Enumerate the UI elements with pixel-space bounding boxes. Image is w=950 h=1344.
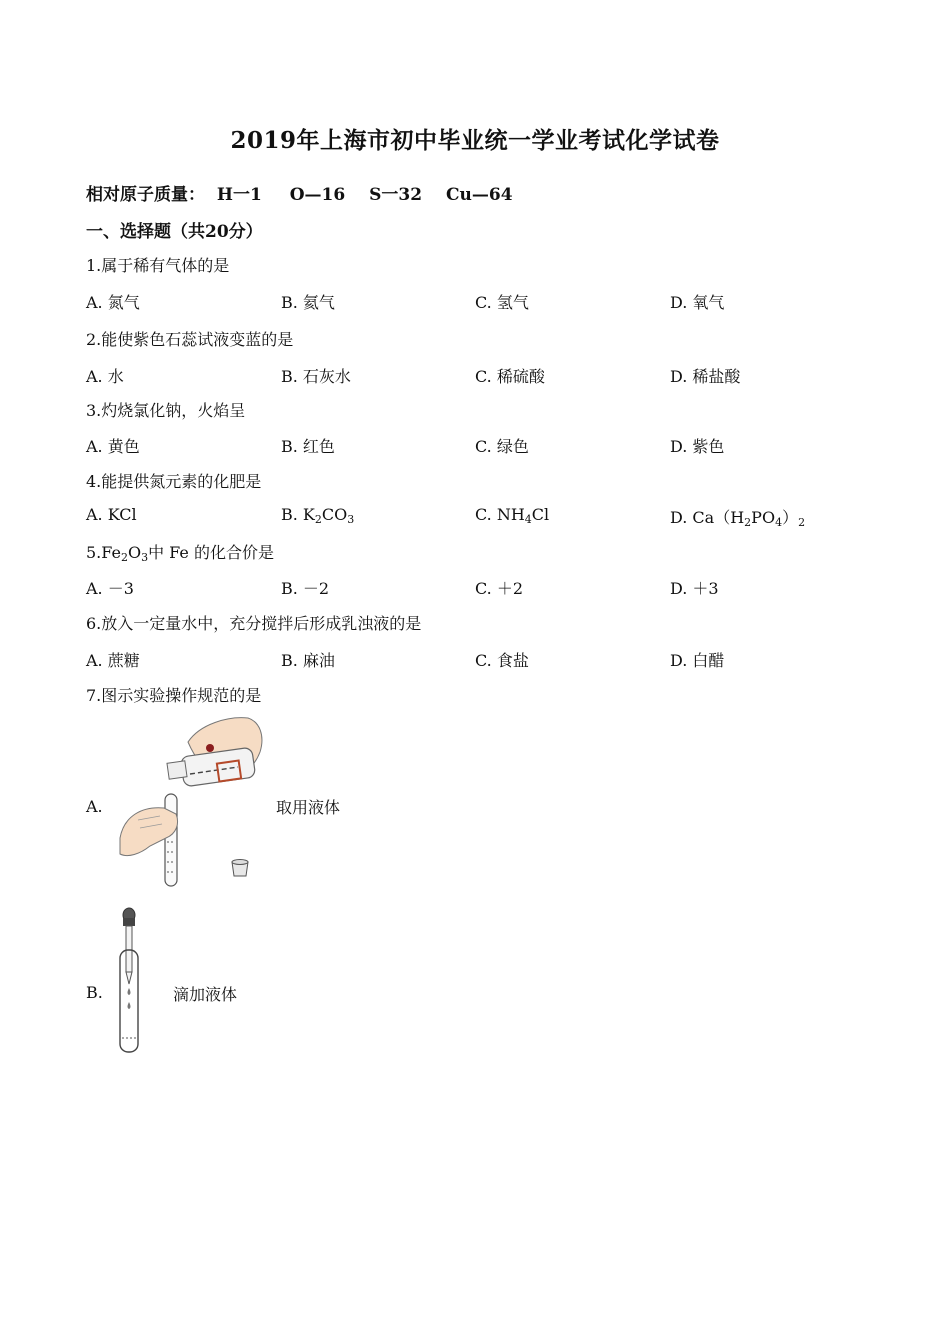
q1-option-d: D. 氧气: [670, 293, 725, 312]
q4d-pre: D. Ca（H: [670, 508, 745, 527]
q5-option-c: C. ＋2: [475, 579, 524, 598]
q5-post: 中 Fe 的化合价是: [148, 543, 274, 562]
question-1-stem: 1.属于稀有气体的是: [86, 256, 230, 275]
q5-option-d: D. ＋3: [670, 579, 719, 598]
q4-option-a: A. KCl: [86, 505, 137, 524]
q4c-post: Cl: [531, 505, 550, 524]
q2-option-a: A. 水: [86, 367, 124, 386]
dropping-liquid-illustration: [110, 904, 150, 1056]
q4d-post: ）: [782, 508, 799, 527]
q5-option-a: A. －3: [86, 579, 134, 598]
q7-figure-a-caption: 取用液体: [276, 798, 341, 817]
q4c-sub1: 4: [524, 513, 532, 526]
question-7-stem: 7.图示实验操作规范的是: [86, 686, 262, 705]
q3-option-b: B. 红色: [281, 437, 335, 456]
q1-option-a: A. 氮气: [86, 293, 140, 312]
question-6-stem: 6.放入一定量水中，充分搅拌后形成乳浊液的是: [86, 614, 422, 633]
q5-sub1: 2: [120, 551, 128, 564]
q3-option-d: D. 紫色: [670, 437, 725, 456]
atomic-mass-o: O—16: [289, 185, 346, 205]
question-5-stem: [86, 540, 274, 564]
q2-option-d: D. 稀盐酸: [670, 367, 741, 386]
page-title: 2019年上海市初中毕业统一学业考试化学试卷: [230, 127, 720, 154]
q3-option-a: A. 黄色: [86, 437, 140, 456]
q4b-sub1: 2: [314, 513, 322, 526]
q4b-sub2: 3: [347, 513, 355, 526]
pouring-liquid-illustration: [110, 712, 270, 892]
q6-option-d: D. 白醋: [670, 651, 725, 670]
q1-option-c: C. 氢气: [475, 293, 529, 312]
atomic-mass-line: [86, 180, 513, 205]
atomic-mass-h: H一1: [216, 185, 262, 205]
q4-option-c: [475, 505, 549, 526]
q6-option-c: C. 食盐: [475, 651, 529, 670]
q7-figure-b-letter: B.: [86, 983, 103, 1002]
q2-option-c: C. 稀硫酸: [475, 367, 545, 386]
q5-option-b: B. －2: [281, 579, 330, 598]
q3-option-c: C. 绿色: [475, 437, 529, 456]
q6-option-b: B. 麻油: [281, 651, 335, 670]
q4d-mid: PO: [751, 508, 776, 527]
q4-option-b: [281, 505, 354, 526]
atomic-mass-label: 相对原子质量：: [86, 185, 205, 205]
q5-mid: O: [127, 543, 142, 562]
atomic-mass-s: S一32: [369, 185, 423, 205]
q4d-sub1: 2: [744, 516, 752, 529]
q1-option-b: B. 氦气: [281, 293, 335, 312]
q4c-pre: C. NH: [475, 505, 525, 524]
q4-option-d: [670, 505, 805, 529]
q4b-mid: CO: [321, 505, 348, 524]
q7-figure-b-caption: 滴加液体: [173, 985, 238, 1004]
question-2-stem: 2.能使紫色石蕊试液变蓝的是: [86, 330, 294, 349]
q6-option-a: A. 蔗糖: [86, 651, 140, 670]
q7-figure-a-letter: A.: [86, 797, 103, 816]
question-4-stem: 4.能提供氮元素的化肥是: [86, 472, 262, 491]
q5-pre: 5.Fe: [86, 543, 121, 562]
section-heading: 一、选择题（共20分）: [86, 222, 263, 242]
q2-option-b: B. 石灰水: [281, 367, 351, 386]
question-3-stem: 3.灼烧氯化钠，火焰呈: [86, 401, 246, 420]
atomic-mass-cu: Cu—64: [445, 185, 513, 205]
q4d-sub3: 2: [798, 516, 806, 529]
q4d-sub2: 4: [775, 516, 783, 529]
q4b-pre: B. K: [281, 505, 315, 524]
q5-sub2: 3: [141, 551, 149, 564]
